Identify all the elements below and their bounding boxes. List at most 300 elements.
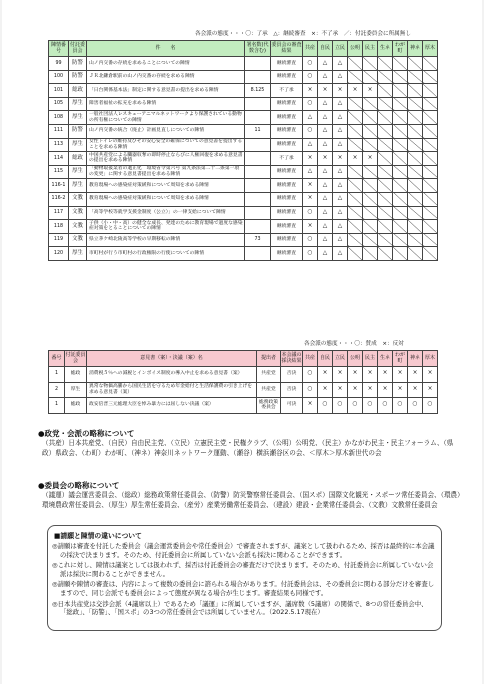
note-list <box>52 542 436 619</box>
petition-subject: 一般社団法人レスキューアニマルネットワークより保護されている動物の所有権についての陳情 <box>87 111 245 125</box>
petition-row <box>49 192 438 206</box>
petition-decision: 継続審査 <box>271 57 303 71</box>
faction-mark: × <box>303 179 318 193</box>
faction-mark: × <box>318 367 333 383</box>
faction-mark <box>378 220 393 234</box>
faction-mark <box>348 179 363 193</box>
header-faction: 神ネ <box>408 351 423 367</box>
faction-mark: △ <box>333 220 348 234</box>
opinion-committee: 総政 <box>65 398 87 414</box>
petition-row <box>49 111 438 125</box>
opinions-header-row <box>49 351 438 367</box>
faction-mark <box>348 192 363 206</box>
faction-mark: ○ <box>303 57 318 71</box>
petition-signatures <box>245 206 271 220</box>
faction-mark <box>408 206 423 220</box>
petition-subject: 女性トイレの維持及びその安心安全の確保についての意見書を提出することを求める陳情 <box>87 138 245 152</box>
faction-mark <box>393 220 408 234</box>
faction-mark <box>393 165 408 179</box>
header-faction: わが町 <box>393 41 408 57</box>
faction-mark: × <box>303 152 318 166</box>
note-item: ◎これに対し、陳情は議案としては扱われず、採否は付託委員会の審査だけで決まります。そのため、付託委員会に所属していない会派は採決に関わることができません。 <box>52 561 434 578</box>
faction-mark <box>378 124 393 138</box>
header-faction: 立民 <box>333 351 348 367</box>
faction-mark: × <box>333 84 348 98</box>
faction-mark <box>423 165 438 179</box>
note-item: ◎請願は審査を付託した委員会（議会運営委員会や常任委員会）で審査されますが、議案として扱われるため、採否は最終的に本会議の採決で決まります。そのため、付託委員会に所属していない会派も採決に関わることができます。 <box>52 542 435 559</box>
header-faction: 自民 <box>318 351 333 367</box>
petition-committee: 文教 <box>69 192 87 206</box>
header-faction: 共産 <box>303 41 318 57</box>
faction-mark: ○ <box>393 398 408 414</box>
opinion-decision: 否決 <box>281 367 303 383</box>
faction-mark <box>348 124 363 138</box>
petition-signatures <box>245 247 271 261</box>
petition-signatures <box>245 138 271 152</box>
faction-mark <box>423 138 438 152</box>
petition-signatures: 11 <box>245 124 271 138</box>
petition-row <box>49 124 438 138</box>
petition-number: 115 <box>49 165 69 179</box>
petition-committee: 防警 <box>69 70 87 84</box>
opinion-row <box>49 398 438 414</box>
header-faction: 生ネ <box>378 41 393 57</box>
petition-number: 101 <box>49 84 69 98</box>
opinion-subject: 消費税５％への減税とインボイス制度の導入中止を求める意見書（案） <box>87 367 257 383</box>
faction-mark <box>393 138 408 152</box>
petition-signatures <box>245 165 271 179</box>
faction-mark <box>378 57 393 71</box>
petition-committee: 防警 <box>69 57 87 71</box>
faction-mark <box>408 192 423 206</box>
faction-mark <box>423 233 438 247</box>
petition-subject: 「高等学校等就学支援金制度（公立）」の一律支給について陳情 <box>87 206 245 220</box>
faction-mark <box>408 124 423 138</box>
petition-signatures <box>245 179 271 193</box>
faction-mark <box>393 124 408 138</box>
faction-mark <box>363 165 378 179</box>
committees-heading: ●委員会の略称について <box>38 481 120 490</box>
faction-mark: △ <box>318 220 333 234</box>
petitions-body <box>49 57 438 261</box>
faction-mark: × <box>318 152 333 166</box>
faction-mark <box>378 97 393 111</box>
faction-mark <box>393 247 408 261</box>
faction-mark <box>363 233 378 247</box>
petition-decision: 継続審査 <box>271 233 303 247</box>
faction-mark: × <box>348 367 363 383</box>
faction-mark: ○ <box>303 233 318 247</box>
petition-signatures: 8.125 <box>245 84 271 98</box>
faction-mark <box>393 84 408 98</box>
petition-number: 120 <box>49 247 69 261</box>
faction-mark <box>423 247 438 261</box>
petition-decision: 継続審査 <box>271 138 303 152</box>
faction-mark: △ <box>303 111 318 125</box>
faction-mark <box>363 220 378 234</box>
faction-mark <box>423 179 438 193</box>
header-subject: 意見書（案）・決議（案）名 <box>87 351 257 367</box>
faction-mark: × <box>408 367 423 383</box>
faction-mark: △ <box>333 247 348 261</box>
petition-committee: 総政 <box>69 152 87 166</box>
opinion-proposer: 共産党 <box>257 367 281 383</box>
faction-mark: △ <box>333 97 348 111</box>
faction-mark: × <box>303 220 318 234</box>
petition-number: 111 <box>49 124 69 138</box>
page <box>2 0 482 684</box>
faction-mark <box>378 70 393 84</box>
faction-mark <box>393 233 408 247</box>
faction-mark <box>423 111 438 125</box>
faction-mark <box>378 247 393 261</box>
petition-number: 116-1 <box>49 179 69 193</box>
petition-decision: 継続審査 <box>271 165 303 179</box>
note-item: ◎請願や陳情の審査は、内容によって複数の委員会に諮られる場合があります。付託委員会は、その委員会に関わる部分だけを審査しますので、同じ会派でも委員会によって態度が異なる場合が生じます。審査結果も同様です。 <box>52 580 435 597</box>
petition-subject: ＪＲ北鎌倉駅前の山ノ内交番の存続を求める陳情 <box>87 70 245 84</box>
faction-mark <box>378 233 393 247</box>
note-item: ◎日本共産党は交渉会派（4議席以上）であるため「議運」に所属していますが、議席数（5議席）の関係で、8つの常任委員会中、「総政」、「防警」、「国スポ」の3つの常任委員会では所属していません。（2022.5.17現在） <box>52 599 428 617</box>
petition-subject: 教育現場への感染症対策緩和について周知を求める陳情 <box>87 192 245 206</box>
faction-mark <box>378 165 393 179</box>
opinion-row <box>49 367 438 383</box>
petition-row <box>49 84 438 98</box>
opinion-proposer: 総務政策委員会 <box>257 398 281 414</box>
petition-subject: 山ノ内交番の存続を求めることについての陳情 <box>87 57 245 71</box>
petition-signatures <box>245 57 271 71</box>
faction-mark: △ <box>333 124 348 138</box>
petition-subject: 子供（小・中・高）の健全な成長、発達のために教育現場で過度な感染症対策をとることについての陳情 <box>87 220 245 234</box>
petition-subject: 山ノ内交番の統合（廃止）計画見直しについての陳情 <box>87 124 245 138</box>
faction-mark: △ <box>333 192 348 206</box>
faction-mark: △ <box>333 111 348 125</box>
faction-mark: × <box>348 382 363 398</box>
header-faction: 民主 <box>363 41 378 57</box>
header-faction: わが町 <box>393 351 408 367</box>
faction-mark: ○ <box>303 70 318 84</box>
faction-mark <box>393 57 408 71</box>
opinions-table <box>48 350 438 414</box>
faction-mark <box>363 247 378 261</box>
petition-row <box>49 206 438 220</box>
opinion-number: 2 <box>49 382 65 398</box>
petition-decision: 継続審査 <box>271 70 303 84</box>
faction-mark: ○ <box>378 398 393 414</box>
faction-mark <box>363 97 378 111</box>
petition-committee: 厚生 <box>69 138 87 152</box>
faction-mark <box>348 247 363 261</box>
faction-mark: △ <box>333 70 348 84</box>
petition-number: 117 <box>49 206 69 220</box>
petition-signatures <box>245 220 271 234</box>
faction-mark <box>423 192 438 206</box>
petition-committee: 文教 <box>69 233 87 247</box>
faction-mark <box>393 97 408 111</box>
opinions-body <box>49 367 438 414</box>
faction-mark: × <box>378 382 393 398</box>
petition-decision: 継続審査 <box>271 179 303 193</box>
petition-subject: 「日台関係基本法」制定に関する意見書の提出を求める陳情 <box>87 84 245 98</box>
petition-committee: 防警 <box>69 124 87 138</box>
faction-mark <box>408 233 423 247</box>
faction-mark <box>363 179 378 193</box>
faction-mark: △ <box>303 165 318 179</box>
petition-number: 99 <box>49 57 69 71</box>
faction-mark <box>423 152 438 166</box>
header-decision: 本会議の採決結果 <box>281 351 303 367</box>
faction-mark: △ <box>333 233 348 247</box>
petition-decision: 継続審査 <box>271 111 303 125</box>
faction-mark: ○ <box>363 398 378 414</box>
faction-mark: ○ <box>303 367 318 383</box>
petition-signatures <box>245 70 271 84</box>
faction-mark <box>363 206 378 220</box>
header-committee: 付託委員会 <box>69 41 87 57</box>
faction-mark <box>408 84 423 98</box>
faction-mark: × <box>333 382 348 398</box>
petition-committee: 厚生 <box>69 179 87 193</box>
faction-mark: △ <box>318 57 333 71</box>
faction-mark <box>378 192 393 206</box>
petitions-table <box>48 40 438 261</box>
faction-mark <box>393 111 408 125</box>
petition-row <box>49 165 438 179</box>
header-faction: 生ネ <box>378 351 393 367</box>
faction-mark <box>393 179 408 193</box>
petition-decision: 継続審査 <box>271 97 303 111</box>
faction-mark <box>423 97 438 111</box>
faction-mark <box>348 206 363 220</box>
faction-mark: △ <box>333 57 348 71</box>
faction-mark <box>423 70 438 84</box>
faction-mark <box>378 138 393 152</box>
faction-mark: × <box>318 84 333 98</box>
faction-mark: × <box>363 84 378 98</box>
parties-text: （共産）日本共産党、（自民）自由民主党、（立民）立憲民主党・民権クラブ、（公明）公明党、（民主）かながわ民主・民主フォーラム、（県政）県政会、（わ町）わが町、（神ネ）神奈川ネットワーク運動、（瀬谷）横浜瀬谷区の会、＜厚木＞厚木新世代の会 <box>42 439 454 457</box>
faction-mark: △ <box>318 179 333 193</box>
faction-mark <box>408 97 423 111</box>
opinion-proposer: 共産党 <box>257 382 281 398</box>
faction-mark: × <box>303 398 318 414</box>
petitions-header-row <box>49 41 438 57</box>
petitions-legend: 各会派の態度・・・〇：了承 △：継続審査 ×：不了承 ／：付託委員会に所属無し <box>195 31 411 37</box>
faction-mark: × <box>378 367 393 383</box>
faction-mark <box>408 57 423 71</box>
faction-mark: × <box>423 382 438 398</box>
committees-text: （議運）議会運営委員会、（総政）総務政策常任委員会、（防警）防災警察常任委員会、（国スポ）国際文化観光・スポーツ常任委員会、（環農）環境農政常任委員会、（厚生）厚生常任委員会、（産労）産業労働常任委員会、（建設）建設・企業常任委員会、（文教）文教常任委員会 <box>42 491 461 509</box>
petition-number: 116-2 <box>49 192 69 206</box>
faction-mark <box>423 124 438 138</box>
header-decision: 委員会の審査結果 <box>271 41 303 57</box>
faction-mark <box>363 57 378 71</box>
petition-committee: 文教 <box>69 206 87 220</box>
faction-mark <box>393 152 408 166</box>
faction-mark <box>348 220 363 234</box>
petition-subject: 市町村が行う市町村の行政権限の行使についての陳情 <box>87 247 245 261</box>
petition-decision: 継続審査 <box>271 124 303 138</box>
faction-mark: ○ <box>318 398 333 414</box>
faction-mark: ○ <box>303 247 318 261</box>
opinion-subject: 異常な物価高騰から国民生活を守るため年金給付と生活保護費の引き上げを求める意見書（案） <box>87 382 257 398</box>
faction-mark: △ <box>318 192 333 206</box>
faction-mark: × <box>363 152 378 166</box>
header-faction: 公明 <box>348 351 363 367</box>
petition-decision: 継続審査 <box>271 247 303 261</box>
faction-mark <box>408 152 423 166</box>
faction-mark: △ <box>318 70 333 84</box>
petition-subject: 「動物取扱業者の適正化 環境省令第六号 第九条法第二十二条第一項の変更」に関する意見書提出を求める陳情 <box>87 165 245 179</box>
petition-signatures <box>245 111 271 125</box>
faction-mark: ○ <box>408 398 423 414</box>
faction-mark: × <box>303 192 318 206</box>
petition-decision: 不了承 <box>271 152 303 166</box>
faction-mark: △ <box>318 111 333 125</box>
faction-mark <box>423 206 438 220</box>
faction-mark <box>348 165 363 179</box>
faction-mark: × <box>348 152 363 166</box>
faction-mark <box>348 138 363 152</box>
faction-mark: △ <box>318 233 333 247</box>
opinion-decision: 否決 <box>281 382 303 398</box>
faction-mark <box>348 233 363 247</box>
faction-mark: × <box>393 382 408 398</box>
faction-mark: × <box>363 367 378 383</box>
faction-mark <box>363 124 378 138</box>
petition-number: 118 <box>49 220 69 234</box>
opinion-subject: 政安倍晋三元総理大臣を悼み暴力には屈しない決議（案） <box>87 398 257 414</box>
faction-mark <box>408 247 423 261</box>
petition-committee: 厚生 <box>69 97 87 111</box>
petition-row <box>49 152 438 166</box>
note-title: ■請願と陳情の違いについて <box>54 532 142 540</box>
petition-committee: 厚生 <box>69 247 87 261</box>
faction-mark: △ <box>303 138 318 152</box>
petition-number: 119 <box>49 233 69 247</box>
faction-mark: × <box>303 84 318 98</box>
faction-mark <box>408 138 423 152</box>
faction-mark <box>378 111 393 125</box>
header-proposer: 提出者 <box>257 351 281 367</box>
faction-mark <box>363 111 378 125</box>
petition-committee: 総政 <box>69 84 87 98</box>
faction-mark <box>378 152 393 166</box>
faction-mark <box>393 70 408 84</box>
faction-mark: × <box>393 367 408 383</box>
faction-mark: × <box>408 382 423 398</box>
petition-number: 100 <box>49 70 69 84</box>
faction-mark: × <box>363 382 378 398</box>
petition-row <box>49 138 438 152</box>
faction-mark: × <box>348 84 363 98</box>
faction-mark <box>363 70 378 84</box>
petition-decision: 継続審査 <box>271 192 303 206</box>
faction-mark <box>423 84 438 98</box>
petition-signatures: 73 <box>245 233 271 247</box>
opinion-committee: 厚生 <box>65 382 87 398</box>
header-faction: 共産 <box>303 351 318 367</box>
faction-mark: △ <box>318 124 333 138</box>
faction-mark <box>363 192 378 206</box>
faction-mark: ○ <box>348 398 363 414</box>
petition-committee: 厚生 <box>69 111 87 125</box>
faction-mark <box>378 206 393 220</box>
header-petition-no: 陳情番号 <box>49 41 69 57</box>
faction-mark: × <box>333 152 348 166</box>
faction-mark: △ <box>333 138 348 152</box>
faction-mark <box>423 220 438 234</box>
opinion-number: 1 <box>49 398 65 414</box>
petition-row <box>49 70 438 84</box>
header-signatures: 署名数(代数含む) <box>245 41 271 57</box>
faction-mark: △ <box>333 165 348 179</box>
petition-committee: 厚生 <box>69 165 87 179</box>
opinion-number: 1 <box>49 367 65 383</box>
faction-mark <box>393 192 408 206</box>
petition-subject: 障害者福祉の拡充を求める陳情 <box>87 97 245 111</box>
header-faction: 自民 <box>318 41 333 57</box>
opinion-decision: 可決 <box>281 398 303 414</box>
faction-mark <box>408 179 423 193</box>
faction-mark <box>348 57 363 71</box>
faction-mark: ○ <box>303 206 318 220</box>
faction-mark <box>408 111 423 125</box>
faction-mark <box>408 220 423 234</box>
faction-mark: △ <box>318 206 333 220</box>
faction-mark <box>423 57 438 71</box>
faction-mark <box>378 84 393 98</box>
faction-mark <box>378 179 393 193</box>
petition-signatures <box>245 192 271 206</box>
faction-mark <box>348 97 363 111</box>
header-faction: 厚木 <box>423 41 438 57</box>
petition-subject: 県立茅ケ崎北陵高等学校の早期移転の陳情 <box>87 233 245 247</box>
petition-decision: 継続審査 <box>271 220 303 234</box>
opinion-committee: 総政 <box>65 367 87 383</box>
faction-mark <box>408 165 423 179</box>
header-faction: 立民 <box>333 41 348 57</box>
faction-mark <box>363 138 378 152</box>
petition-subject: 中国共産党による臓器収奪の即時停止ならびに人権回復を求める意見書の提出を求める陳情 <box>87 152 245 166</box>
faction-mark: ○ <box>303 124 318 138</box>
petition-row <box>49 220 438 234</box>
header-committee: 付託委員会 <box>65 351 87 367</box>
faction-mark <box>393 206 408 220</box>
petition-row <box>49 97 438 111</box>
petition-number: 105 <box>49 97 69 111</box>
faction-mark: × <box>333 367 348 383</box>
header-faction: 厚木 <box>423 351 438 367</box>
faction-mark: △ <box>318 165 333 179</box>
faction-mark: ○ <box>333 398 348 414</box>
faction-mark <box>348 70 363 84</box>
petition-signatures <box>245 152 271 166</box>
faction-mark: × <box>423 367 438 383</box>
petition-number: 114 <box>49 152 69 166</box>
petition-number: 108 <box>49 111 69 125</box>
petition-number: 113 <box>49 138 69 152</box>
petition-row <box>49 57 438 71</box>
petition-committee: 文教 <box>69 220 87 234</box>
petition-row <box>49 247 438 261</box>
faction-mark: ○ <box>423 398 438 414</box>
faction-mark: ○ <box>303 97 318 111</box>
faction-mark <box>408 70 423 84</box>
faction-mark: △ <box>318 138 333 152</box>
faction-mark: × <box>318 382 333 398</box>
faction-mark: ○ <box>303 382 318 398</box>
header-faction: 公明 <box>348 41 363 57</box>
opinion-row <box>49 382 438 398</box>
